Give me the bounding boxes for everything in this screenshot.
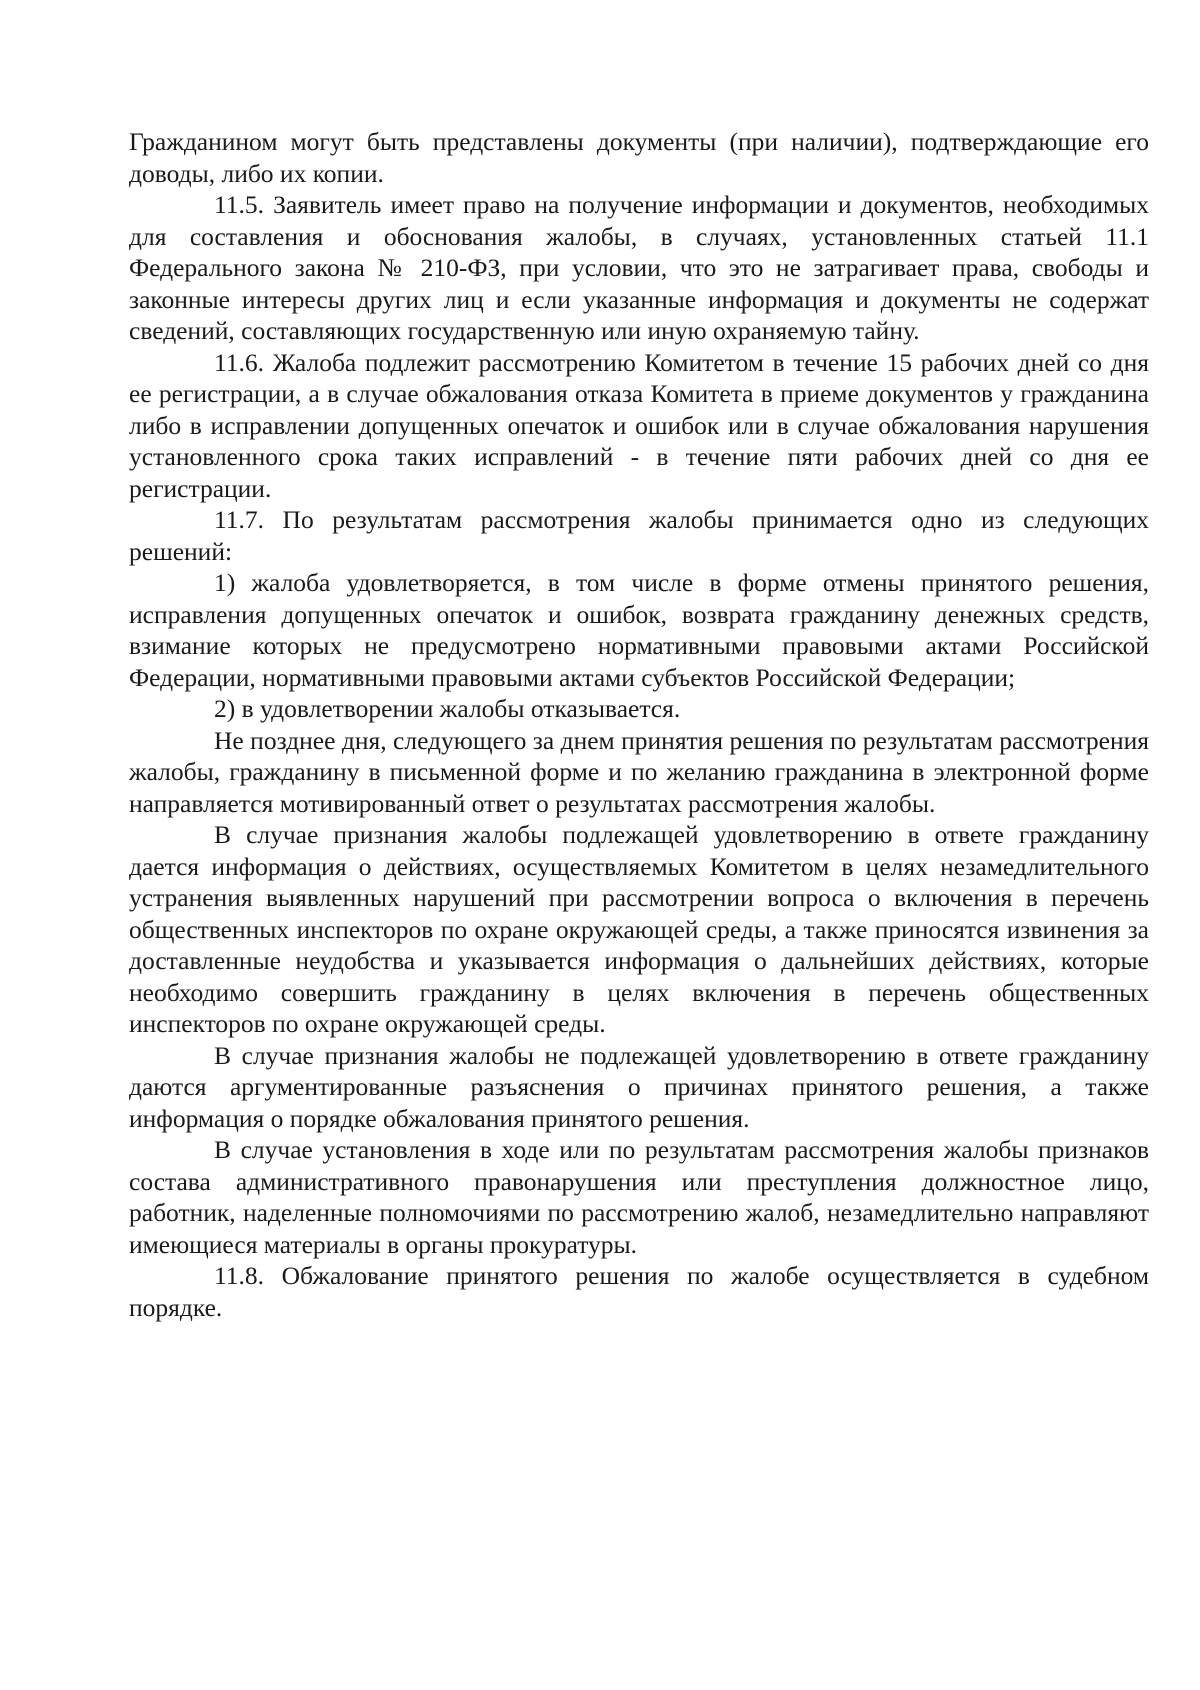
paragraph-11-5: 11.5. Заявитель имеет право на получение информации и документов, необходимых для составления и обоснования жалобы, в случаях, установленных статьей 11.1 Федерального закона № 210-ФЗ, при условии, что это не затрагивает права, свободы и законные интересы других лиц и если указанные информация и документы не содержат сведений, составляющих государственную или иную охраняемую тайну. xyxy=(129,190,1149,345)
document-page xyxy=(129,126,1149,1323)
list-item-2: 2) в удовлетворении жалобы отказывается. xyxy=(214,694,681,723)
paragraph-11-8: 11.8. Обжалование принятого решения по жалобе осуществляется в судебном порядке. xyxy=(129,1261,1149,1322)
list-item-1: 1) жалоба удовлетворяется, в том числе в форме отмены принятого решения, исправления допущенных опечаток и ошибок, возврата гражданину денежных средств, взимание которых не предусмотрено нормативными правовыми актами Российской Федерации, нормативными правовыми актами субъектов Российской Федерации; xyxy=(129,568,1149,692)
paragraph-11-7: 11.7. По результатам рассмотрения жалобы принимается одно из следующих решений: xyxy=(129,505,1149,566)
paragraph-violation-found: В случае установления в ходе или по результатам рассмотрения жалобы признаков состава административного правонарушения или преступления должностное лицо, работник, наделенные полномочиями по рассмотрению жалоб, незамедлительно направляют имеющиеся материалы в органы прокуратуры. xyxy=(129,1135,1149,1259)
paragraph-complaint-satisfied: В случае признания жалобы подлежащей удовлетворению в ответе гражданину дается информация о действиях, осуществляемых Комитетом в целях незамедлительного устранения выявленных нарушений при рассмотрении вопроса о включения в перечень общественных инспекторов по охране окружающей среды, а также приносятся извинения за доставленные неудобства и указывается информация о дальнейших действиях, которые необходимо совершить гражданину в целях включения в перечень общественных инспекторов по охране окружающей среды. xyxy=(129,820,1149,1038)
paragraph-answer-deadline: Не позднее дня, следующего за днем принятия решения по результатам рассмотрения жалобы, гражданину в письменной форме и по желанию гражданина в электронной форме направляется мотивированный ответ о результатах рассмотрения жалобы. xyxy=(129,725,1149,818)
paragraph-complaint-rejected: В случае признания жалобы не подлежащей удовлетворению в ответе гражданину даются аргументированные разъяснения о причинах принятого решения, а также информация о порядке обжалования принятого решения. xyxy=(129,1040,1149,1133)
paragraph-11-6: 11.6. Жалоба подлежит рассмотрению Комитетом в течение 15 рабочих дней со дня ее регистрации, а в случае обжалования отказа Комитета в приеме документов у гражданина либо в исправлении допущенных опечаток и ошибок или в случае обжалования нарушения установленного срока таких исправлений - в течение пяти рабочих дней со дня ее регистрации. xyxy=(129,347,1149,503)
paragraph-continuation: Гражданином могут быть представлены документы (при наличии), подтверждающие его доводы, либо их копии. xyxy=(129,127,1149,188)
